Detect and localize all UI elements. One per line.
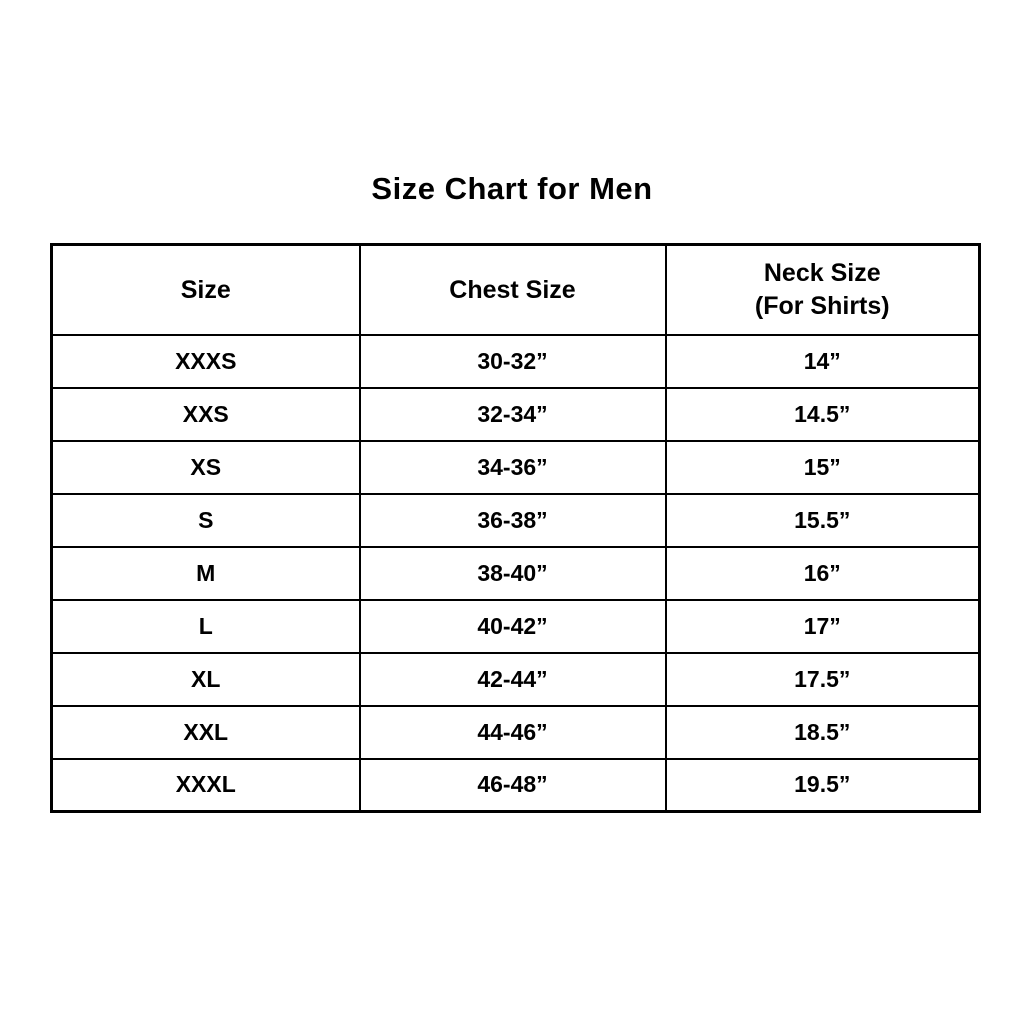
column-header-sublabel: (For Shirts)	[754, 291, 890, 320]
table-row-xxxl	[52, 759, 980, 812]
size-cell: XL	[52, 653, 360, 706]
neck-cell: 14”	[666, 335, 980, 388]
size-cell: S	[52, 494, 360, 547]
chest-cell: 46-48”	[360, 759, 666, 812]
table-row-m	[52, 547, 980, 600]
chest-cell: 40-42”	[360, 600, 666, 653]
table-row-xxs	[52, 388, 980, 441]
chest-cell: 30-32”	[360, 335, 666, 388]
column-header-label: Size	[180, 275, 231, 304]
neck-cell: 15”	[666, 441, 980, 494]
size-cell: XXL	[52, 706, 360, 759]
size-cell: XS	[52, 441, 360, 494]
table-row-xxl	[52, 706, 980, 759]
table-row-l	[52, 600, 980, 653]
neck-cell: 17.5”	[666, 653, 980, 706]
size-cell: XXS	[52, 388, 360, 441]
table-header	[52, 245, 980, 335]
neck-cell: 19.5”	[666, 759, 980, 812]
neck-cell: 16”	[666, 547, 980, 600]
column-header-label: Chest Size	[449, 275, 576, 304]
table-row-xxxs	[52, 335, 980, 388]
size-cell: M	[52, 547, 360, 600]
chest-cell: 42-44”	[360, 653, 666, 706]
chest-cell: 38-40”	[360, 547, 666, 600]
neck-cell: 14.5”	[666, 388, 980, 441]
column-header-label: Neck Size	[763, 259, 881, 288]
column-header-neck	[666, 245, 980, 335]
table-row-xs	[52, 441, 980, 494]
table-row-s	[52, 494, 980, 547]
chest-cell: 36-38”	[360, 494, 666, 547]
header-row	[52, 245, 980, 335]
neck-cell: 18.5”	[666, 706, 980, 759]
size-chart-table	[50, 243, 981, 813]
column-header-size	[52, 245, 360, 335]
neck-cell: 15.5”	[666, 494, 980, 547]
size-cell: L	[52, 600, 360, 653]
neck-cell: 17”	[666, 600, 980, 653]
table-row-xl	[52, 653, 980, 706]
chest-cell: 32-34”	[360, 388, 666, 441]
chest-cell: 34-36”	[360, 441, 666, 494]
size-cell: XXXS	[52, 335, 360, 388]
chest-cell: 44-46”	[360, 706, 666, 759]
table-body	[52, 335, 980, 812]
column-header-chest	[360, 245, 666, 335]
size-cell: XXXL	[52, 759, 360, 812]
page-title: Size Chart for Men	[371, 171, 653, 206]
